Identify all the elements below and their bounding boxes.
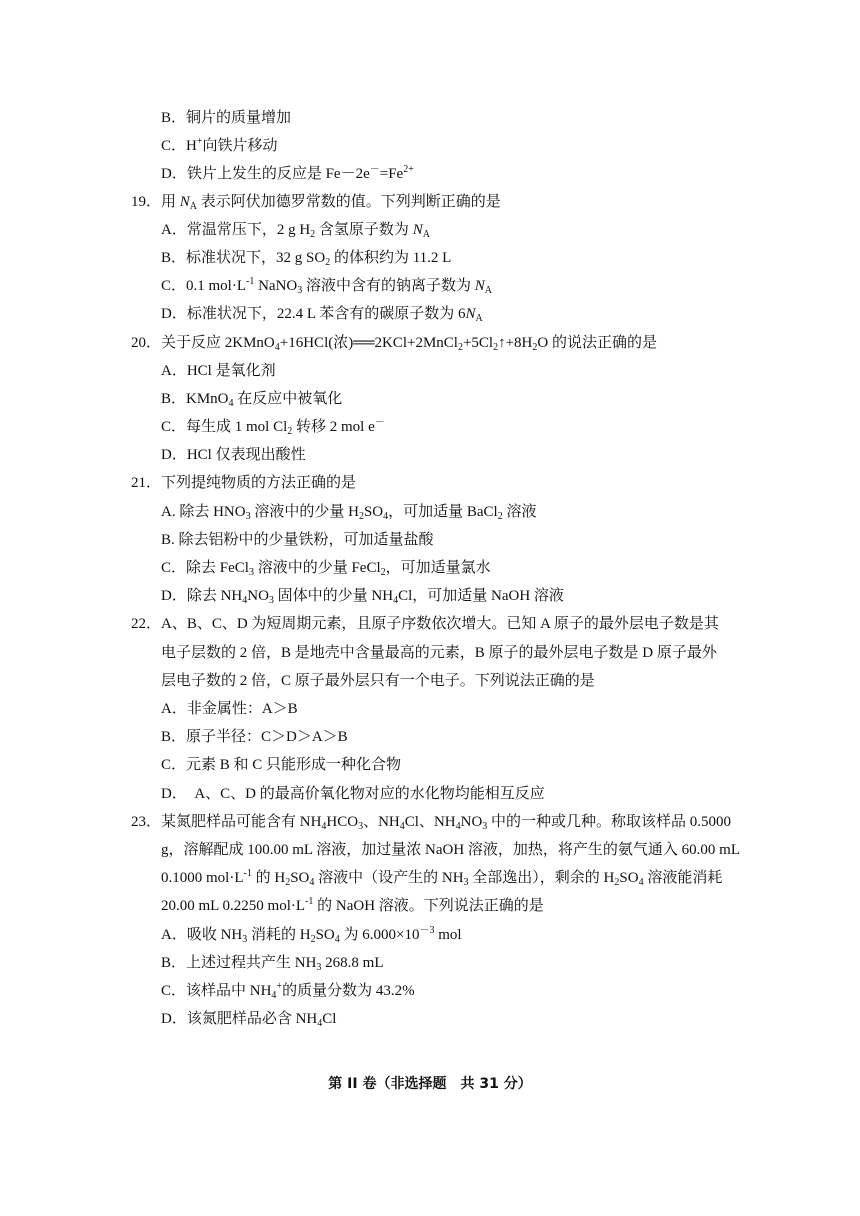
q20-option-b: B．KMnO$_4$ 在反应中被氧化 <box>161 391 343 409</box>
q22-option-d: D． A、C、D 的最高价氧化物对应的水化物均能相互反应 <box>161 786 545 802</box>
q21-option-c: C．除去 FeCl$_3$ 溶液中的少量 FeCl$_2$，可加适量氯水 <box>161 560 491 578</box>
q22-option-b: B．原子半径：C＞D＞A＞B <box>161 729 348 745</box>
q20-option-a: A．HCl 是氧化剂 <box>161 363 276 379</box>
q23-stem-line1: 23．某氮肥样品可能含有 $NH_4HCO_3$、$NH_4Cl$、$NH_4NO_3$ 中的一种或几种。称取该样品 0.5000 <box>131 814 732 832</box>
q21-option-a: A. 除去 $HNO_3$ 溶液中的少量 $H_2SO_4$，可加适量 BaCl$_2$ 溶液 <box>161 504 537 522</box>
q19-option-a: A．常温常压下，2 g $H_2$ 含氢原子数为 $N_A$ <box>161 222 430 240</box>
q20-option-d: D．HCl 仅表现出酸性 <box>161 447 306 463</box>
q23-option-d: D．该氮肥样品必含 $NH_4Cl$ <box>161 1011 337 1029</box>
q21-stem: 21．下列提纯物质的方法正确的是 <box>131 475 357 491</box>
q18-option-c: C．H+向铁片移动 <box>161 136 278 154</box>
q19-option-c: C．0.1 $mol\cdot L^{-1}$ NaNO$_3$ 溶液中含有的钠离子数为 $N_A$ <box>161 276 493 296</box>
q21-option-b: B. 除去铝粉中的少量铁粉，可加适量盐酸 <box>161 532 434 548</box>
q22-stem-line1: 22．A、B、C、D 为短周期元素，且原子序数依次增大。已知 A 原子的最外层电子数是其 <box>131 616 719 632</box>
q19-option-d: D．标准状况下，22.4 L 苯含有的碳原子数为 $6N_A$ <box>161 306 483 324</box>
q23-option-c: C．该样品中 $NH_4^+$的质量分数为 43.2% <box>161 981 415 1001</box>
q18-option-d: D．铁片上发生的反应是 $Fe-2e^-=Fe^{2+}$ <box>161 164 414 182</box>
q20-option-c: C．每生成 1 mol $Cl_2$ 转移 2 mol e－ <box>161 417 385 437</box>
q19-option-b: B．标准状况下，32 g $SO_2$ 的体积约为 11.2 L <box>161 250 452 268</box>
q20-stem: 20．关于反应 2KMnO$_4$+16HCl(浓)$══2KCl+2MnCl_2+5Cl_2↑+8H_2O$ 的说法正确的是 <box>131 335 657 353</box>
q18-option-b: B．铜片的质量增加 <box>161 110 292 126</box>
q23-option-b: B．上述过程共产生 $NH_3$ 268.8 mL <box>161 955 384 973</box>
q22-stem-line3: 层电子数的 2 倍，C 原子最外层只有一个电子。下列说法正确的是 <box>161 673 595 689</box>
q22-option-a: A．非金属性：A＞B <box>161 701 298 717</box>
section-title: 第 II 卷（非选择题 共 31 分） <box>328 1076 532 1092</box>
q23-stem-line2: g，溶解配成 100.00 mL 溶液，加过量浓 NaOH 溶液，加热，将产生的氨气通入 60.00 mL <box>161 842 741 858</box>
q23-option-a: A．吸收 $NH_3$ 消耗的 $H_2SO_4$ 为 $6.000\times 10^{-3}$ mol <box>161 925 462 945</box>
q21-option-d: D．除去 $NH_4NO_3$ 固体中的少量 $NH_4Cl$，可加适量 NaOH 溶液 <box>161 588 564 606</box>
q22-stem-line2: 电子层数的 2 倍，B 是地壳中含量最高的元素，B 原子的最外层电子数是 D 原子最外 <box>161 645 717 661</box>
q19-stem: 19．用 $N_A$ 表示阿伏加德罗常数的值。下列判断正确的是 <box>131 194 501 212</box>
q23-stem-line3: 0.1000 $mol\cdot L^{-1}$ 的 $H_2SO_4$ 溶液中（设产生的 $NH_3$ 全部逸出），剩余的 $H_2SO_4$ 溶液能消耗 <box>161 868 723 888</box>
q22-option-c: C．元素 B 和 C 只能形成一种化合物 <box>161 757 402 773</box>
q23-stem-line4: 20.00 mL 0.2250 $mol\cdot L^{-1}$ 的 NaOH 溶液。下列说法正确的是 <box>161 896 544 914</box>
